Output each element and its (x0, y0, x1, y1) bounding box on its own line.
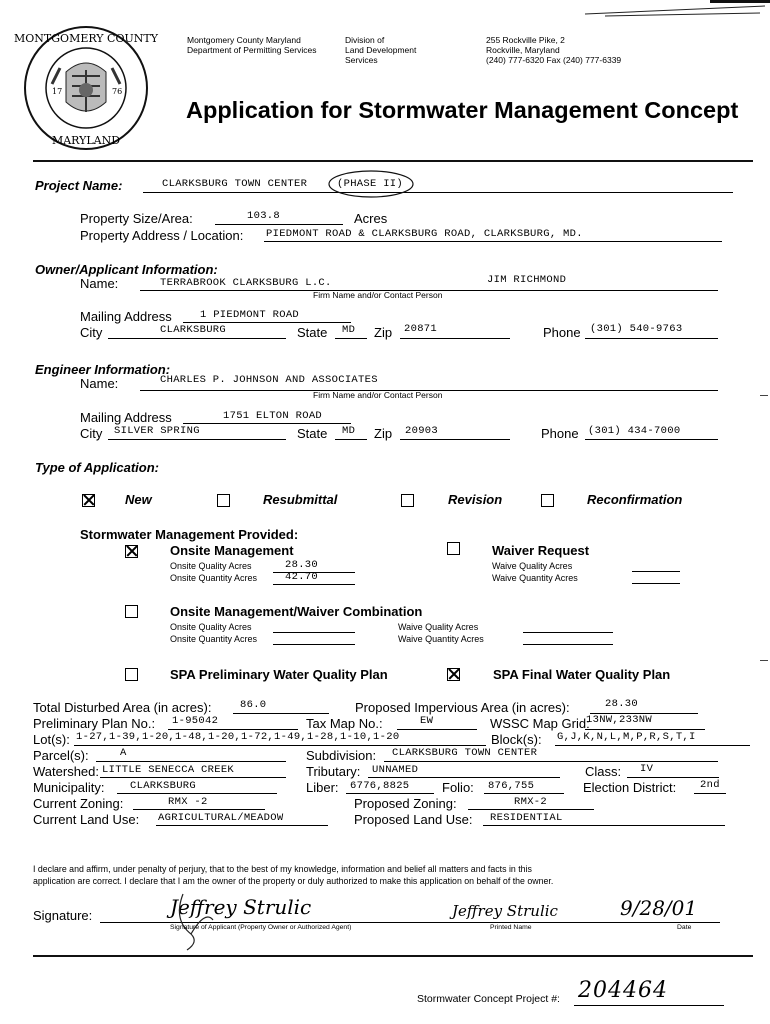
waiver-request-checkbox[interactable] (447, 542, 460, 555)
tributary-label: Tributary: (306, 764, 361, 779)
division-line-3: Services (345, 55, 378, 65)
property-size-value: 103.8 (247, 210, 281, 222)
engineer-phone-label: Phone (541, 426, 579, 441)
svg-text:76: 76 (112, 87, 123, 96)
class-value: IV (640, 763, 654, 775)
margin-mark (760, 660, 768, 661)
impervious-area-label: Proposed Impervious Area (in acres): (355, 700, 570, 715)
owner-state-label: State (297, 325, 328, 340)
combination-checkbox[interactable] (125, 605, 138, 618)
corner-scribble (575, 0, 770, 22)
owner-mailing-label: Mailing Address (80, 309, 172, 324)
disturbed-area-label: Total Disturbed Area (in acres): (33, 700, 212, 715)
tributary-value: UNNAMED (372, 764, 419, 776)
owner-section-label: Owner/Applicant Information: (35, 262, 218, 277)
municipality-value: CLARKSBURG (130, 780, 197, 792)
revision-label: Revision (448, 492, 503, 507)
date-value: 9/28/01 (620, 896, 698, 920)
engineer-zip-label: Zip (374, 426, 393, 441)
agency-line-2: Department of Permitting Services (187, 45, 317, 55)
spa-final-label: SPA Final Water Quality Plan (493, 667, 671, 682)
current-land-use-label: Current Land Use: (33, 812, 140, 827)
owner-name-label: Name: (80, 276, 119, 291)
proposed-zoning-label: Proposed Zoning: (354, 796, 457, 811)
phase-circle-mark (327, 168, 417, 200)
combo-onsite-quantity-label: Onsite Quantity Acres (170, 634, 258, 644)
svg-text:17: 17 (52, 87, 63, 96)
owner-firm-caption: Firm Name and/or Contact Person (313, 290, 443, 300)
address-line-3: (240) 777-6320 Fax (240) 777-6339 (486, 55, 622, 65)
address-line-1: 255 Rockville Pike, 2 (486, 35, 565, 45)
agency-block (187, 35, 316, 55)
project-name-label: Project Name: (35, 178, 123, 193)
project-number-label: Stormwater Concept Project #: (417, 993, 560, 1005)
election-district-label: Election District: (583, 780, 677, 795)
current-land-use-value: AGRICULTURAL/MEADOW (158, 812, 284, 824)
property-size-label: Property Size/Area: (80, 211, 193, 226)
subdivision-value: CLARKSBURG TOWN CENTER (392, 747, 538, 759)
proposed-zoning-value: RMX-2 (514, 796, 548, 808)
project-number-value: 204464 (578, 978, 668, 1003)
date-caption: Date (677, 924, 692, 931)
election-district-value: 2nd (700, 779, 720, 791)
new-label: New (125, 492, 152, 507)
signature-value[interactable]: Jeffrey Strulic (170, 895, 312, 919)
project-phase-value: (PHASE II) (337, 178, 404, 190)
parcels-value: A (120, 747, 127, 759)
resubmittal-checkbox[interactable] (217, 494, 230, 507)
spa-final-checkbox[interactable] (447, 668, 460, 681)
current-zoning-value: RMX -2 (168, 796, 208, 808)
page-title: Application for Stormwater Management Concept (186, 97, 739, 123)
tax-map-label: Tax Map No.: (306, 716, 383, 731)
onsite-quality-label: Onsite Quality Acres (170, 561, 252, 571)
waive-quality-label: Waive Quality Acres (492, 561, 573, 571)
owner-city-value: CLARKSBURG (160, 324, 227, 336)
owner-contact-value: JIM RICHMOND (487, 274, 567, 286)
waiver-request-label: Waiver Request (492, 543, 590, 558)
blocks-label: Block(s): (491, 732, 542, 747)
svg-text:MARYLAND: MARYLAND (51, 134, 121, 147)
signature-flourish (165, 890, 255, 952)
onsite-management-label: Onsite Management (170, 543, 294, 558)
owner-city-label: City (80, 325, 103, 340)
application-type-label: Type of Application: (35, 460, 159, 475)
proposed-land-use-label: Proposed Land Use: (354, 812, 473, 827)
engineer-name-label: Name: (80, 376, 119, 391)
project-name-value: CLARKSBURG TOWN CENTER (162, 178, 308, 190)
impervious-area-value: 28.30 (605, 698, 639, 710)
signature-caption: Signature of Applicant (Property Owner or Authorized Agent) (170, 924, 352, 931)
engineer-firm-value: CHARLES P. JOHNSON AND ASSOCIATES (160, 374, 378, 386)
declaration-line-1: I declare and affirm, under penalty of perjury, that to the best of my knowledge, information and belief all matters and facts in this (33, 864, 532, 874)
engineer-city-label: City (80, 426, 103, 441)
combo-onsite-quality-label: Onsite Quality Acres (170, 622, 252, 632)
wssc-grid-value: 13NW,233NW (586, 714, 653, 726)
owner-state-value: MD (342, 324, 356, 336)
blocks-value: G,J,K,N,L,M,P,R,S,T,I (557, 731, 696, 743)
proposed-land-use-value: RESIDENTIAL (490, 812, 563, 824)
division-line-1: Division of (345, 35, 385, 45)
preliminary-plan-label: Preliminary Plan No.: (33, 716, 156, 731)
combo-waive-quality-label: Waive Quality Acres (398, 622, 479, 632)
revision-checkbox[interactable] (401, 494, 414, 507)
class-label: Class: (585, 764, 622, 779)
spa-preliminary-label: SPA Preliminary Water Quality Plan (170, 667, 388, 682)
disturbed-area-value: 86.0 (240, 699, 267, 711)
owner-phone-value: (301) 540-9763 (590, 323, 683, 335)
signature-label: Signature: (33, 908, 93, 923)
subdivision-label: Subdivision: (306, 748, 377, 763)
owner-zip-value: 20871 (404, 323, 438, 335)
new-checkbox[interactable] (82, 494, 95, 507)
owner-firm-value: TERRABROOK CLARKSBURG L.C. (160, 277, 332, 289)
reconfirmation-checkbox[interactable] (541, 494, 554, 507)
reconfirmation-label: Reconfirmation (587, 492, 683, 507)
watershed-label: Watershed: (33, 764, 99, 779)
resubmittal-label: Resubmittal (263, 492, 338, 507)
current-zoning-label: Current Zoning: (33, 796, 124, 811)
engineer-city-value: SILVER SPRING (114, 425, 200, 437)
lots-label: Lot(s): (33, 732, 70, 747)
onsite-quality-value: 28.30 (285, 559, 319, 571)
engineer-firm-caption: Firm Name and/or Contact Person (313, 390, 443, 400)
owner-mailing-value: 1 PIEDMONT ROAD (200, 309, 300, 321)
printed-name-value: Jeffrey Strulic (452, 902, 558, 920)
agency-line-1: Montgomery County Maryland (187, 35, 301, 45)
onsite-quantity-value: 42.70 (285, 571, 319, 583)
property-address-value: PIEDMONT ROAD & CLARKSBURG ROAD, CLARKSBURG, MD. (266, 228, 583, 240)
combo-waive-quantity-label: Waive Quantity Acres (398, 634, 484, 644)
preliminary-plan-value: 1-95042 (172, 715, 219, 727)
folio-label: Folio: (442, 780, 474, 795)
declaration-line-2: application are correct. I declare that I am the owner of the property or duly authorized to make this application on behalf of the owner. (33, 876, 554, 886)
engineer-section-label: Engineer Information: (35, 362, 171, 377)
engineer-zip-value: 20903 (405, 425, 439, 437)
svg-text:MONTGOMERY COUNTY: MONTGOMERY COUNTY (14, 32, 158, 45)
engineer-state-label: State (297, 426, 328, 441)
county-seal (14, 24, 158, 152)
combination-label: Onsite Management/Waiver Combination (170, 604, 423, 619)
owner-zip-label: Zip (374, 325, 393, 340)
division-block (345, 35, 416, 65)
swm-section-label: Stormwater Management Provided: (80, 527, 299, 542)
engineer-mailing-label: Mailing Address (80, 410, 172, 425)
property-address-label: Property Address / Location: (80, 228, 244, 243)
liber-label: Liber: (306, 780, 339, 795)
address-block (486, 35, 621, 65)
address-line-2: Rockville, Maryland (486, 45, 560, 55)
watershed-value: LITTLE SENECCA CREEK (102, 764, 235, 776)
margin-mark (760, 395, 768, 396)
waive-quantity-label: Waive Quantity Acres (492, 573, 578, 583)
spa-preliminary-checkbox[interactable] (125, 668, 138, 681)
engineer-phone-value: (301) 434-7000 (588, 425, 681, 437)
municipality-label: Municipality: (33, 780, 105, 795)
engineer-state-value: MD (342, 425, 356, 437)
printed-name-caption: Printed Name (490, 924, 532, 931)
liber-value: 6776,8825 (350, 780, 410, 792)
wssc-grid-label: WSSC Map Grid: (490, 716, 590, 731)
onsite-quantity-label: Onsite Quantity Acres (170, 573, 258, 583)
parcels-label: Parcel(s): (33, 748, 89, 763)
onsite-management-checkbox[interactable] (125, 545, 138, 558)
tax-map-value: EW (420, 715, 434, 727)
engineer-mailing-value: 1751 ELTON ROAD (223, 410, 323, 422)
folio-value: 876,755 (488, 780, 535, 792)
division-line-2: Land Development (345, 45, 417, 55)
acres-label: Acres (354, 211, 388, 226)
lots-value: 1-27,1-39,1-20,1-48,1-20,1-72,1-49,1-28,1-10,1-20 (76, 731, 400, 743)
owner-phone-label: Phone (543, 325, 581, 340)
